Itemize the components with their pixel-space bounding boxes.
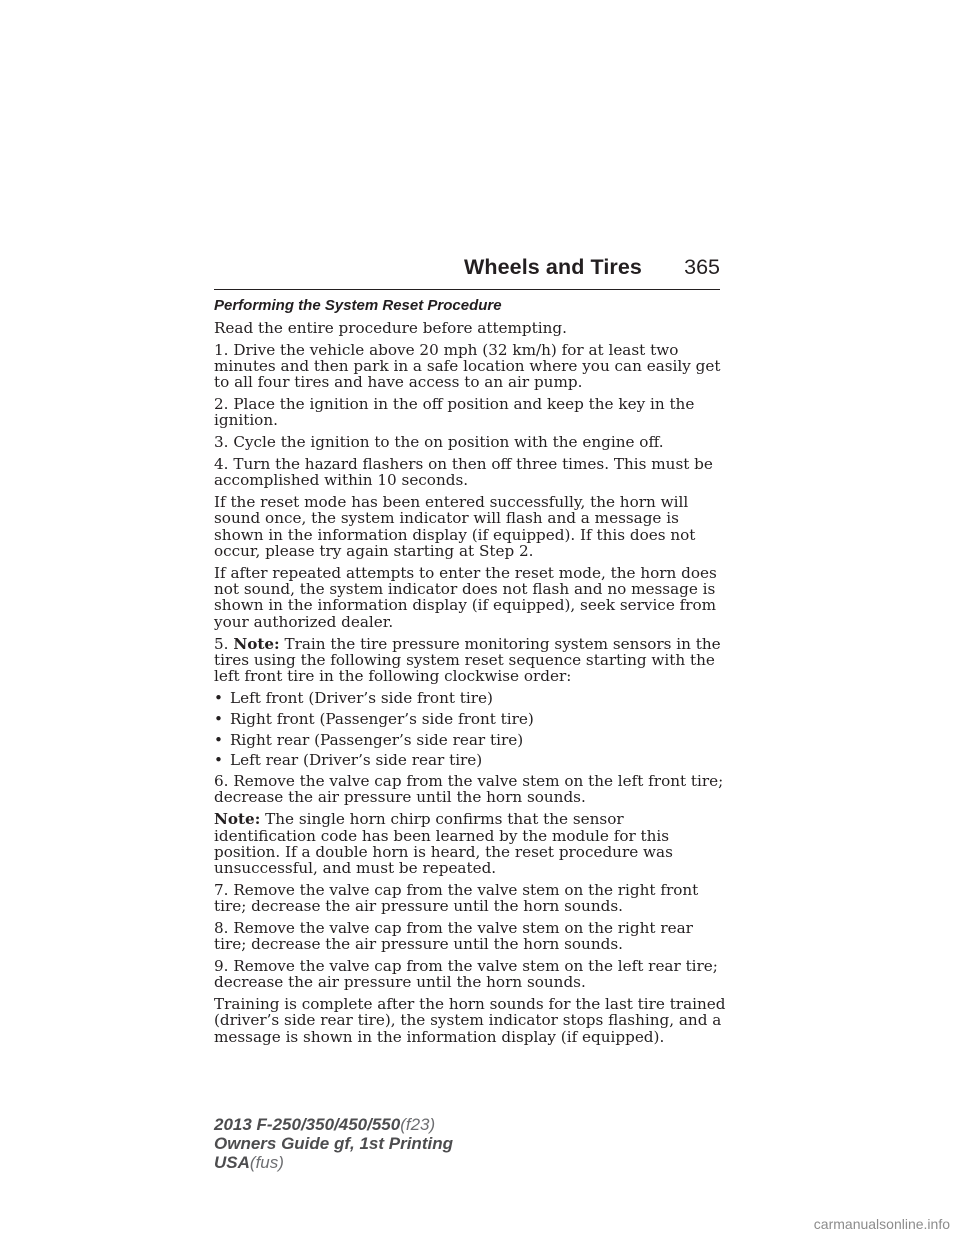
list-item	[214, 711, 729, 727]
bullet-symbol: •	[214, 688, 223, 707]
chapter-title: Wheels and Tires	[463, 255, 642, 279]
bullet-symbol: •	[214, 709, 223, 728]
bullet-symbol: •	[214, 751, 223, 770]
list-item-text: Right front (Passenger’s side front tire)	[230, 709, 534, 728]
horn-note	[214, 811, 729, 876]
list-item	[214, 752, 729, 768]
step-4: 4. Turn the hazard flashers on then off three times. This must be accomplished within 10 seconds.	[214, 455, 713, 490]
footer-line-guide	[214, 1134, 453, 1153]
step-1: 1. Drive the vehicle above 20 mph (32 km/h) for at least two minutes and then park in a safe location where you can easily get to all four tires and have access to an air pump.	[214, 340, 721, 392]
footer-guide: Owners Guide gf, 1st Printing	[214, 1134, 453, 1153]
list-item-text: Right rear (Passenger’s side rear tire)	[230, 730, 524, 749]
watermark: carmanualsonline.info	[813, 1216, 950, 1232]
page-header	[214, 255, 720, 290]
list-item	[214, 732, 729, 748]
step-3: 3. Cycle the ignition to the on position with the engine off.	[214, 433, 664, 452]
reset-failure-paragraph: If after repeated attempts to enter the reset mode, the horn does not sound, the system indicator does not flash and no message is shown in the information display (if equipped), seek service from your authorized dealer.	[214, 563, 717, 631]
footer-model: 2013 F-250/350/450/550	[214, 1115, 401, 1134]
intro-paragraph: Read the entire procedure before attempting.	[214, 319, 567, 337]
step-5	[214, 636, 729, 685]
main-content	[214, 296, 729, 1051]
step-5-text: Train the tire pressure monitoring system sensors in the tires using the following system reset sequence starting with the left front tire in the following clockwise order:	[214, 634, 721, 686]
footer-region-code: (fus)	[249, 1153, 284, 1172]
reset-success-paragraph: If the reset mode has been entered successfully, the horn will sound once, the system indicator will flash and a message is shown in the information display (if equipped). If this does not occur, please try again starting at Step 2.	[214, 493, 696, 561]
horn-note-text: The single horn chirp confirms that the sensor identification code has been learned by the module for this position. If a double horn is heard, the reset procedure was unsuccessful, and must be repeated.	[214, 810, 673, 878]
footer-model-code: (f23)	[400, 1115, 436, 1134]
step-8: 8. Remove the valve cap from the valve stem on the right rear tire; decrease the air pressure until the horn sounds.	[214, 919, 693, 954]
step-5-note-label: Note:	[233, 634, 280, 653]
section-title: Performing the System Reset Procedure	[214, 297, 502, 314]
step-9: 9. Remove the valve cap from the valve stem on the left rear tire; decrease the air pressure until the horn sounds.	[214, 957, 718, 992]
footer-line-model	[214, 1115, 453, 1134]
page-number: 365	[684, 255, 720, 279]
step-2: 2. Place the ignition in the off position and keep the key in the ignition.	[214, 395, 695, 430]
page-footer	[214, 1115, 453, 1172]
horn-note-label: Note:	[214, 810, 261, 829]
footer-line-region	[214, 1153, 453, 1172]
footer-region: USA	[214, 1153, 250, 1172]
step-6: 6. Remove the valve cap from the valve stem on the left front tire; decrease the air pressure until the horn sounds.	[214, 772, 724, 807]
list-item-text: Left front (Driver’s side front tire)	[230, 688, 493, 707]
step-7: 7. Remove the valve cap from the valve stem on the right front tire; decrease the air pressure until the horn sounds.	[214, 880, 699, 916]
training-complete-paragraph: Training is complete after the horn sounds for the last tire trained (driver’s side rear tire), the system indicator stops flashing, and a message is shown in the information display (if equipped).	[214, 995, 726, 1046]
list-item	[214, 690, 729, 706]
list-item-text: Left rear (Driver’s side rear tire)	[230, 751, 483, 770]
bullet-symbol: •	[214, 730, 223, 749]
step-5-number: 5.	[214, 634, 234, 653]
